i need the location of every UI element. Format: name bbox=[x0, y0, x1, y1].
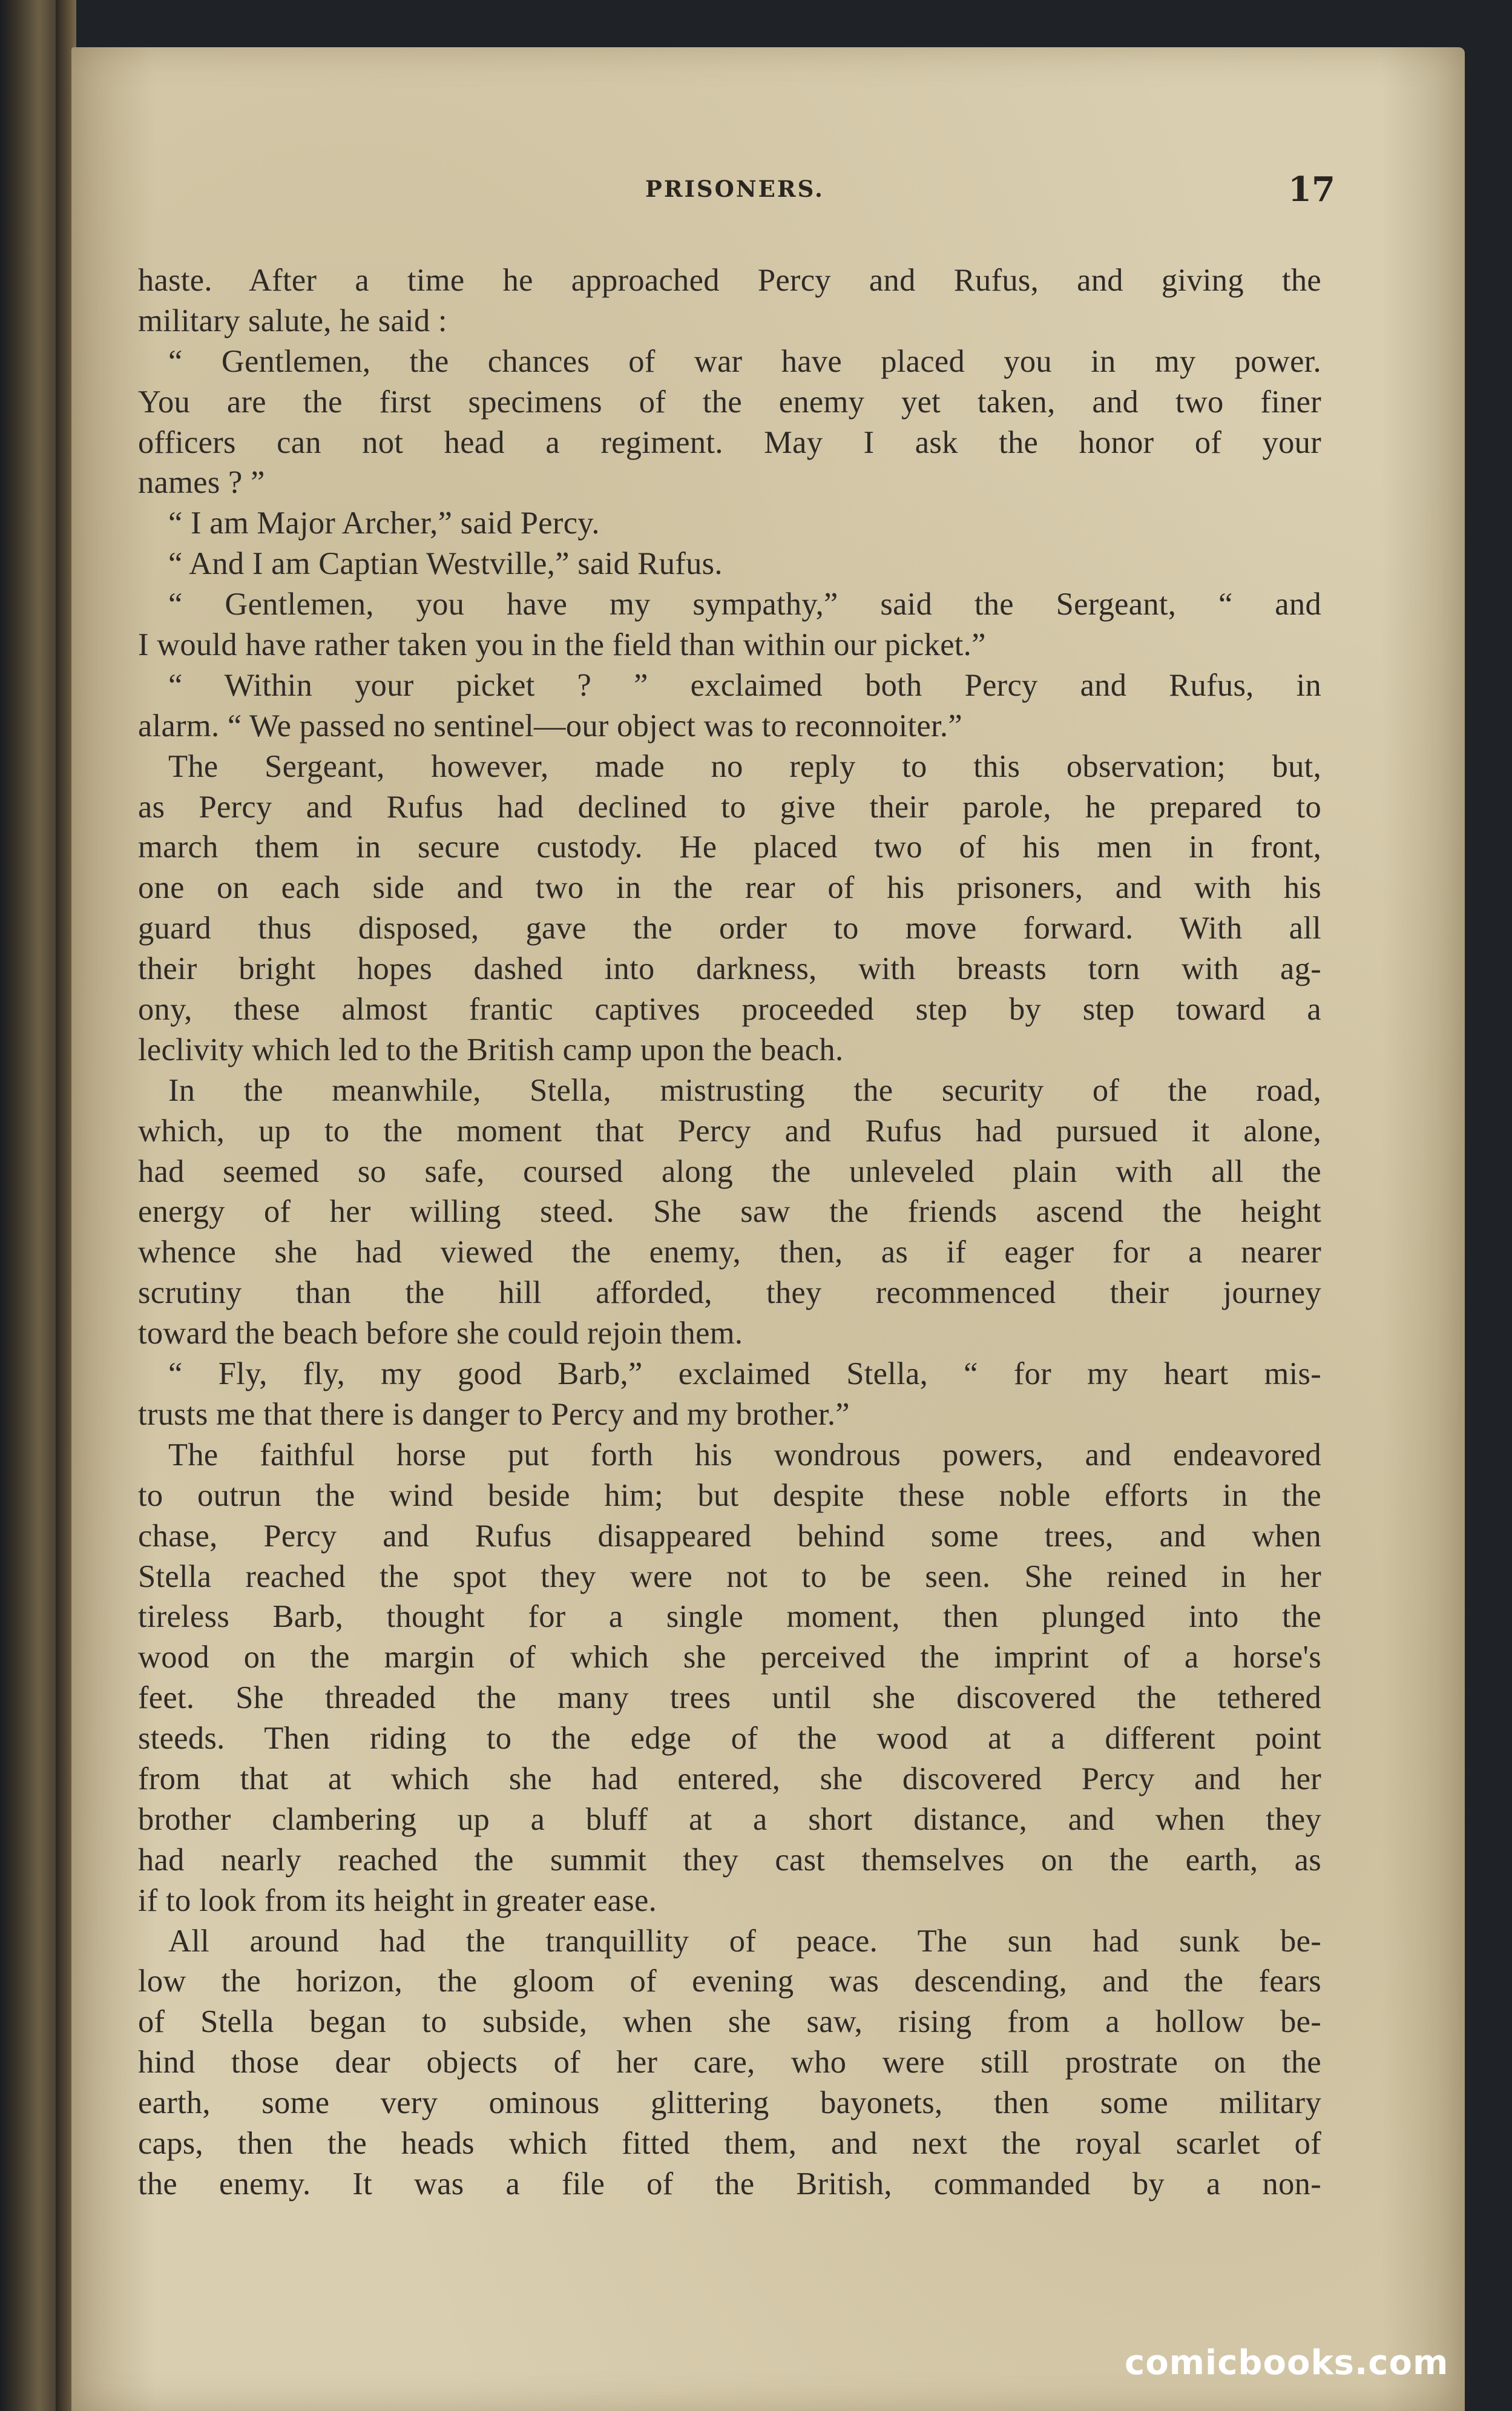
text-line: haste. After a time he approached Percy and Rufus, and giving the bbox=[138, 263, 1321, 298]
text-line: energy of her willing steed. She saw the friends ascend the height bbox=[138, 1194, 1321, 1230]
text-line: brother clambering up a bluff at a short distance, and when they bbox=[138, 1801, 1321, 1837]
text-line: “ I am Major Archer,” said Percy. bbox=[168, 506, 600, 541]
text-line: The Sergeant, however, made no reply to this observation; but, bbox=[168, 748, 1321, 784]
text-line: whence she had viewed the enemy, then, as if eager for a nearer bbox=[138, 1235, 1321, 1270]
page-header bbox=[71, 170, 1465, 212]
text-line: “ Gentlemen, the chances of war have placed you in my power. bbox=[168, 343, 1321, 379]
left-page-edge bbox=[0, 0, 56, 2411]
text-line: one on each side and two in the rear of his prisoners, and with his bbox=[138, 870, 1321, 906]
page-number: 17 bbox=[1288, 170, 1335, 209]
text-line: toward the beach before she could rejoin them. bbox=[138, 1316, 743, 1351]
text-line: You are the first specimens of the enemy yet taken, and two finer bbox=[138, 384, 1321, 420]
text-line: had seemed so safe, coursed along the unleveled plain with all the bbox=[138, 1153, 1321, 1189]
text-line: low the horizon, the gloom of evening was descending, and the fears bbox=[138, 1964, 1321, 1999]
text-line: In the meanwhile, Stella, mistrusting the security of the road, bbox=[168, 1072, 1321, 1108]
text-line: which, up to the moment that Percy and Rufus had pursued it alone, bbox=[138, 1113, 1321, 1149]
text-line: officers can not head a regiment. May I ask the honor of your bbox=[138, 424, 1321, 460]
text-line: The faithful horse put forth his wondrous powers, and endeavored bbox=[168, 1437, 1321, 1473]
text-line: had nearly reached the summit they cast themselves on the earth, as bbox=[138, 1842, 1321, 1878]
text-line: if to look from its height in greater ease. bbox=[138, 1882, 657, 1918]
text-line: the enemy. It was a file of the British, commanded by a non- bbox=[138, 2166, 1321, 2202]
text-line: earth, some very ominous glittering bayonets, then some military bbox=[138, 2085, 1321, 2121]
text-line: from that at which she had entered, she discovered Percy and her bbox=[138, 1761, 1321, 1796]
text-line: “ Gentlemen, you have my sympathy,” said the Sergeant, “ and bbox=[168, 587, 1321, 622]
text-line: names ? ” bbox=[138, 465, 265, 501]
text-line: guard thus disposed, gave the order to move forward. With all bbox=[138, 911, 1321, 946]
text-line: march them in secure custody. He placed two of his men in front, bbox=[138, 830, 1321, 865]
text-line: All around had the tranquillity of peace. The sun had sunk be- bbox=[168, 1923, 1321, 1959]
text-line: their bright hopes dashed into darkness, with breasts torn with ag- bbox=[138, 951, 1321, 987]
text-line: tireless Barb, thought for a single moment, then plunged into the bbox=[138, 1599, 1321, 1635]
text-line: caps, then the heads which fitted them, and next the royal scarlet of bbox=[138, 2125, 1321, 2161]
text-line: scrutiny than the hill afforded, they recommenced their journey bbox=[138, 1275, 1321, 1311]
text-line: wood on the margin of which she perceived the imprint of a horse's bbox=[138, 1640, 1321, 1675]
watermark: comicbooks.com bbox=[1125, 2343, 1449, 2383]
running-head: PRISONERS. bbox=[645, 176, 824, 202]
text-line: as Percy and Rufus had declined to give their parole, he prepared to bbox=[138, 789, 1321, 825]
text-line: ony, these almost frantic captives proceeded step by step toward a bbox=[138, 992, 1321, 1027]
text-line: “ Within your picket ? ” exclaimed both Percy and Rufus, in bbox=[168, 667, 1321, 703]
text-line: of Stella began to subside, when she saw, rising from a hollow be- bbox=[138, 2004, 1321, 2040]
text-line: Stella reached the spot they were not to be seen. She reined in her bbox=[138, 1558, 1321, 1594]
text-line: to outrun the wind beside him; but despite these noble efforts in the bbox=[138, 1477, 1321, 1513]
text-line: steeds. Then riding to the edge of the wood at a different point bbox=[138, 1721, 1321, 1756]
text-line: leclivity which led to the British camp upon the beach. bbox=[138, 1032, 844, 1067]
text-line: I would have rather taken you in the field than within our picket.” bbox=[138, 627, 986, 663]
text-line: feet. She threaded the many trees until she discovered the tethered bbox=[138, 1680, 1321, 1716]
text-line: “ And I am Captian Westville,” said Rufus. bbox=[168, 546, 723, 582]
text-line: “ Fly, fly, my good Barb,” exclaimed Stella, “ for my heart mis- bbox=[168, 1356, 1321, 1392]
text-line: trusts me that there is danger to Percy and my brother.” bbox=[138, 1396, 850, 1432]
text-line: chase, Percy and Rufus disappeared behind some trees, and when bbox=[138, 1518, 1321, 1554]
text-line: alarm. “ We passed no sentinel—our object was to reconnoiter.” bbox=[138, 708, 962, 744]
book-page bbox=[71, 47, 1465, 2411]
body-text bbox=[138, 260, 1321, 2205]
text-line: military salute, he said : bbox=[138, 303, 447, 338]
text-line: hind those dear objects of her care, who were still prostrate on the bbox=[138, 2045, 1321, 2080]
